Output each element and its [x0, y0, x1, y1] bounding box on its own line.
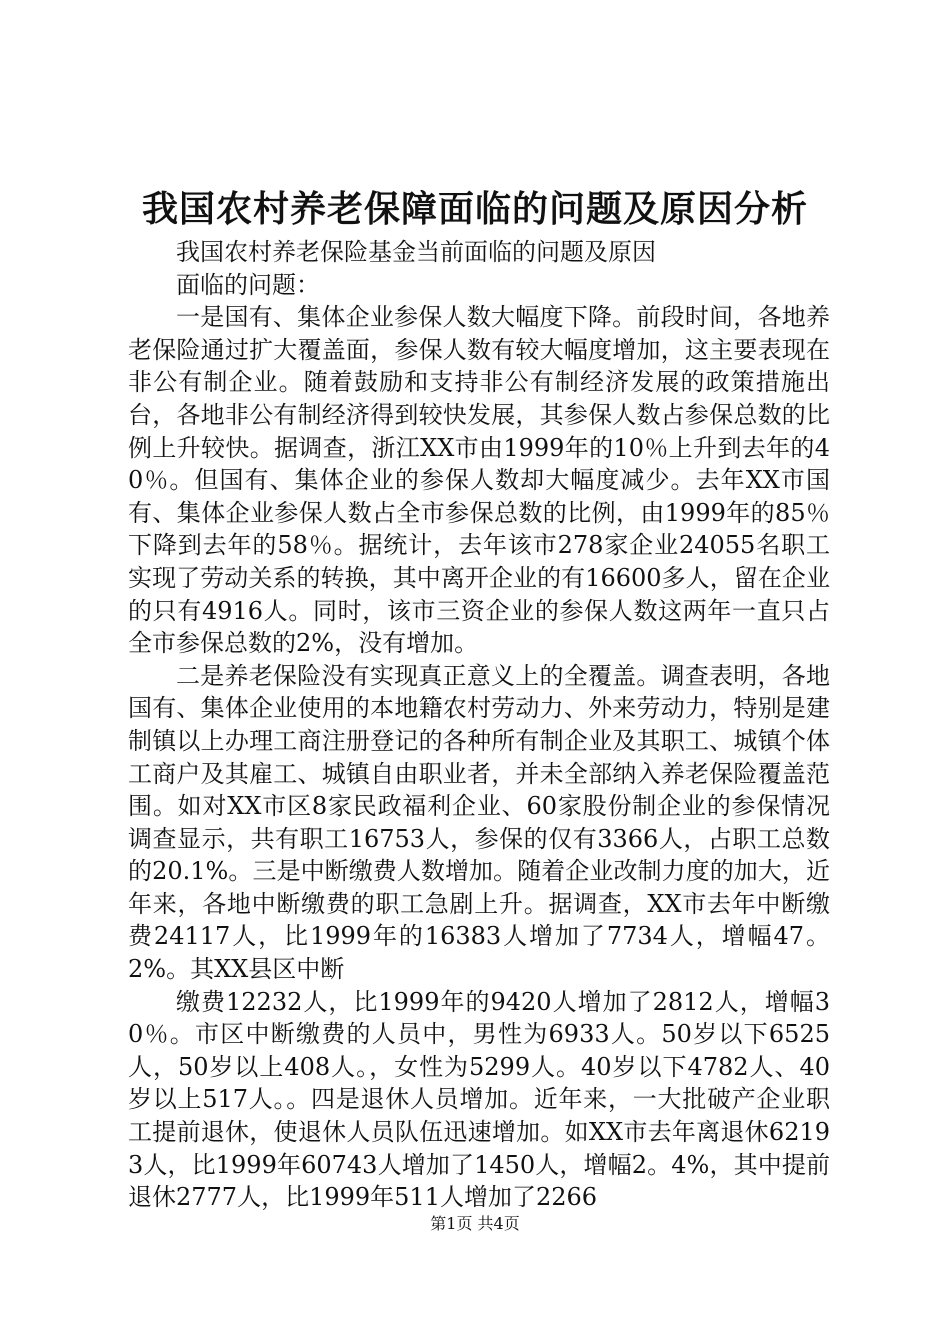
page-indicator: 第1页 共4页 [430, 1214, 520, 1233]
paragraph-3: 缴费12232人，比1999年的9420人增加了2812人，增幅30％。市区中断缴费的人员中，男性为6933人。50岁以下6525人，50岁以上408人。，女性为5299人。40岁以下4782人、40岁以上517人。。四是退休人员增加。近年来，一大批破产企业职工提前退休，使退休人员队伍迅速增加。如XX市去年离退休62193人，比1999年60743人增加了1450人，增幅2。4%，其中提前退休2777人，比1999年511人增加了2266 [128, 987, 830, 1212]
document-title: 我国农村养老保障面临的问题及原因分析 [141, 189, 808, 230]
paragraph-2: 二是养老保险没有实现真正意义上的全覆盖。调查表明，各地国有、集体企业使用的本地籍农村劳动力、外来劳动力，特别是建制镇以上办理工商注册登记的各种所有制企业及其职工、城镇个体工商户及其雇工、城镇自由职业者，并未全部纳入养老保险覆盖范围。如对XX市区8家民政福利企业、60家股份制企业的参保情况调查显示，共有职工16753人，参保的仅有3366人，占职工总数的20.1%。三是中断缴费人数增加。随着企业改制力度的加大，近年来，各地中断缴费的职工急剧上升。据调查，XX市去年中断缴费24117人，比1999年的16383人增加了7734人，增幅47。2%。其XX县区中断 [128, 661, 830, 984]
document-subtitle: 我国农村养老保险基金当前面临的问题及原因 [176, 238, 656, 266]
section-label: 面临的问题： [176, 270, 320, 299]
paragraph-1: 一是国有、集体企业参保人数大幅度下降。前段时间，各地养老保险通过扩大覆盖面，参保人数有较大幅度增加，这主要表现在非公有制企业。随着鼓励和支持非公有制经济发展的政策措施出台，各地非公有制经济得到较快发展，其参保人数占参保总数的比例上升较快。据调查，浙江XX市由1999年的10％上升到去年的40％。但国有、集体企业的参保人数却大幅度减少。去年XX市国有、集体企业参保人数占全市参保总数的比例，由1999年的85％下降到去年的58％。据统计，去年该市278家企业24055名职工实现了劳动关系的转换，其中离开企业的有16600多人，留在企业的只有4916人。同时，该市三资企业的参保人数这两年一直只占全市参保总数的2%，没有增加。 [128, 303, 830, 658]
document-body [128, 236, 830, 1214]
